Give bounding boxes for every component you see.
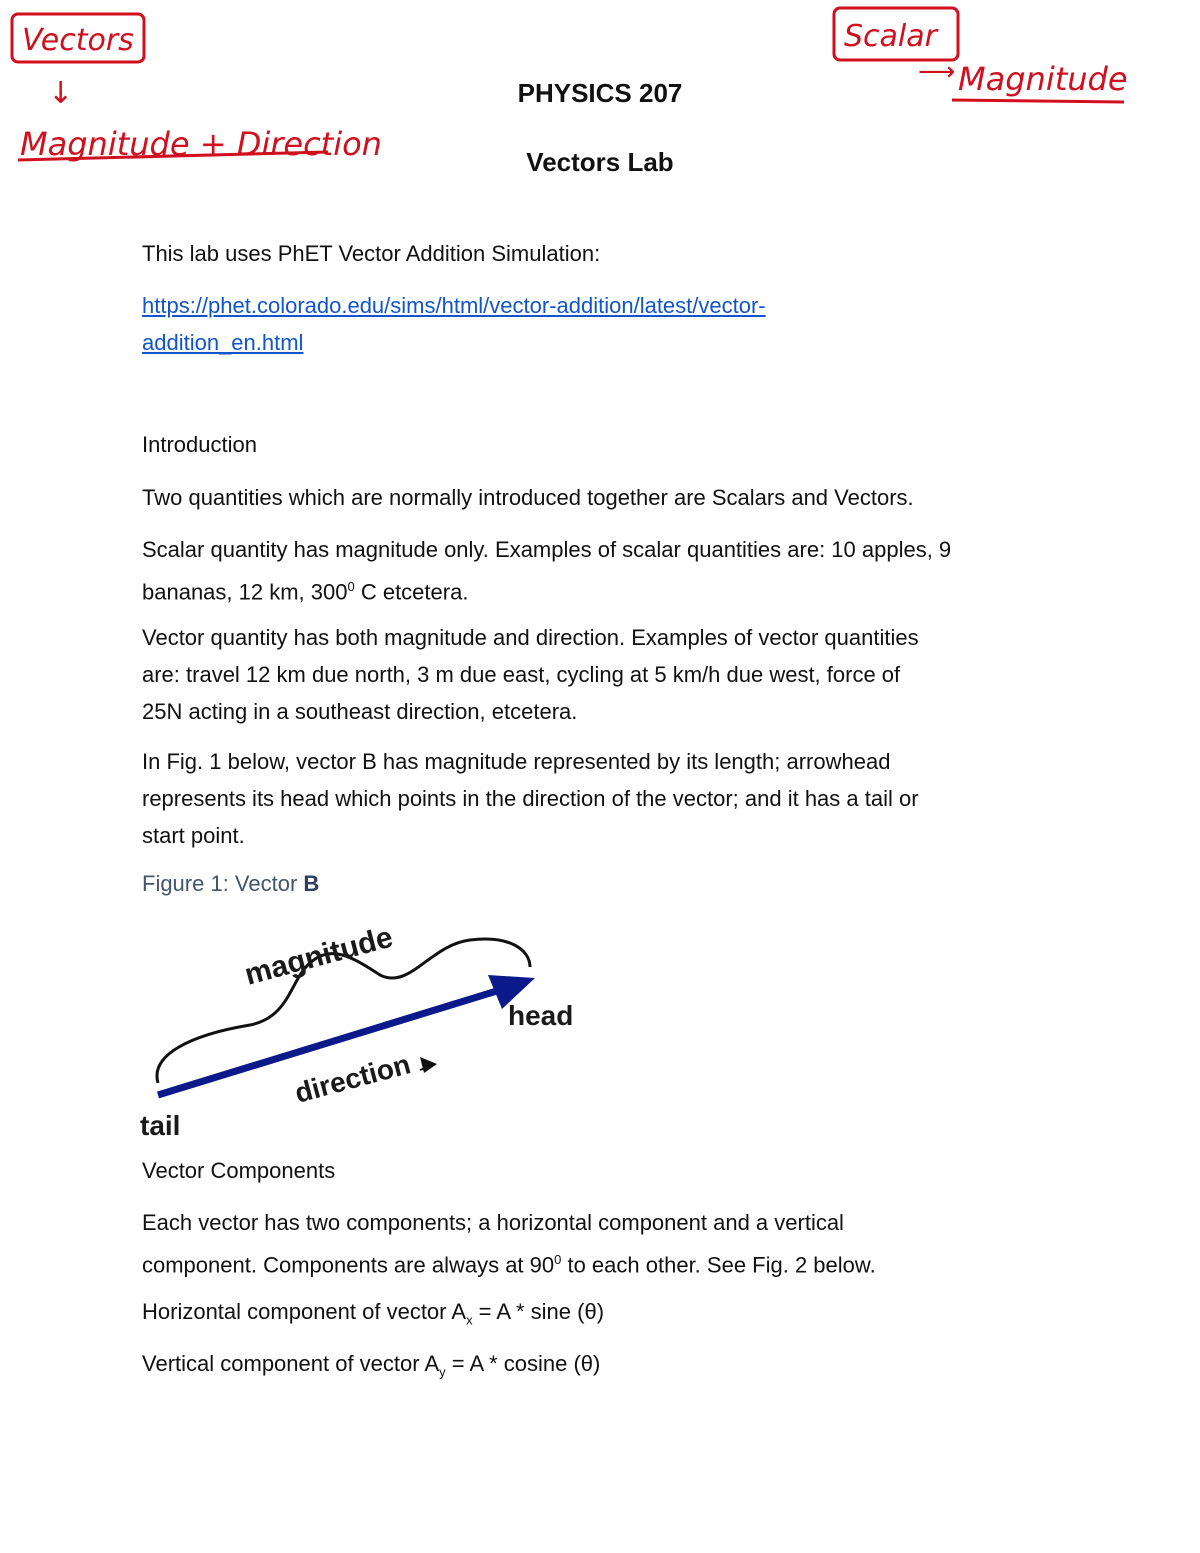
components-line-2a: component. Components are always at 90 [142, 1252, 555, 1278]
vector-line-2: are: travel 12 km due north, 3 m due east, cycling at 5 km/h due west, force of [142, 662, 901, 687]
introduction-heading: Introduction [142, 432, 257, 457]
scalar-annotation: Scalar [844, 19, 937, 54]
label-tail: tail [140, 1110, 181, 1141]
vertical-subscript: y [439, 1364, 446, 1380]
components-paragraph [142, 1204, 1072, 1283]
fig1-desc-line-3: start point. [142, 823, 245, 848]
components-line-1: Each vector has two components; a horizontal component and a vertical [142, 1210, 844, 1235]
components-degree-superscript: 0 [554, 1252, 562, 1267]
intro-paragraph-3 [142, 619, 1072, 730]
scalar-line-2a: bananas, 12 km, 300 [142, 579, 348, 605]
label-direction: direction [291, 1048, 414, 1109]
phet-link[interactable] [142, 287, 1072, 361]
figure-1-vector-diagram [130, 905, 600, 1145]
phet-link-line1[interactable]: https://phet.colorado.edu/sims/html/vector-addition/latest/vector- [142, 293, 766, 318]
vertical-formula-a: Vertical component of vector A [142, 1351, 440, 1376]
horizontal-formula-b: = A * sine (θ) [472, 1299, 605, 1324]
label-head: head [508, 1000, 574, 1031]
fig1-desc-line-1: In Fig. 1 below, vector B has magnitude represented by its length; arrowhead [142, 749, 891, 774]
magnitude-direction-annotation: Magnitude + Direction [20, 125, 382, 163]
horizontal-formula-a: Horizontal component of vector A [142, 1299, 467, 1324]
scalar-line-1: Scalar quantity has magnitude only. Examples of scalar quantities are: 10 apples, 9 [142, 537, 952, 562]
magnitude-annotation: Magnitude [958, 60, 1128, 98]
figure-1-caption-prefix: Figure 1: Vector [142, 871, 304, 896]
horizontal-subscript: x [466, 1312, 473, 1328]
components-line-2b: to each other. See Fig. 2 below. [561, 1252, 876, 1278]
figure-1-caption [142, 871, 319, 897]
vertical-component-formula [142, 1345, 1072, 1390]
intro-paragraph-4 [142, 743, 1072, 854]
degree-superscript: 0 [347, 579, 355, 594]
horizontal-component-formula [142, 1293, 1072, 1338]
vector-line-3: 25N acting in a southeast direction, etcetera. [142, 699, 578, 724]
vectors-annotation: Vectors [22, 23, 134, 58]
figure-1-caption-bold: B [303, 871, 320, 896]
direction-arrow-head [420, 1057, 437, 1073]
label-magnitude: magnitude [241, 920, 397, 992]
scalar-line-2b: C etcetera. [354, 579, 469, 605]
fig1-desc-line-2: represents its head which points in the direction of the vector; and it has a tail or [142, 786, 919, 811]
course-title: PHYSICS 207 [517, 78, 683, 108]
vertical-formula-b: = A * cosine (θ) [445, 1351, 601, 1376]
phet-link-line2[interactable]: addition_en.html [142, 330, 304, 355]
intro-paragraph-2 [142, 531, 1072, 610]
intro-paragraph-1: Two quantities which are normally introduced together are Scalars and Vectors. [142, 485, 914, 510]
intro-uses-text: This lab uses PhET Vector Addition Simulation: [142, 241, 601, 266]
vector-line-1: Vector quantity has both magnitude and direction. Examples of vector quantities [142, 625, 919, 650]
scalar-arrow-annotation: ⟶ [918, 57, 956, 87]
lab-title: Vectors Lab [526, 147, 674, 177]
down-arrow-annotation: ↓ [48, 76, 74, 111]
vector-components-heading: Vector Components [142, 1158, 336, 1183]
